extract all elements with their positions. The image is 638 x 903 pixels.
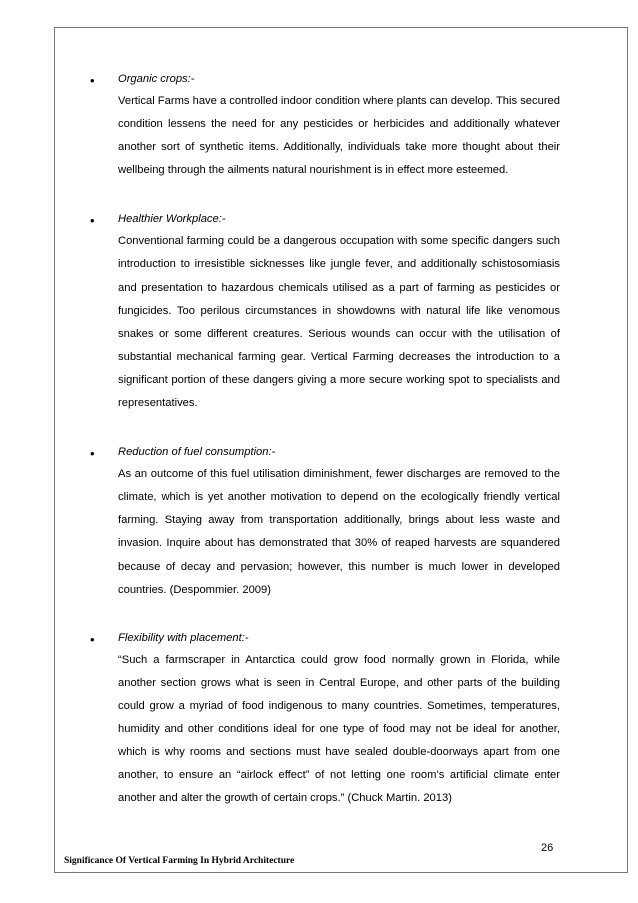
section-healthier-workplace xyxy=(90,210,560,415)
section-paragraph: As an outcome of this fuel utilisation diminishment, fewer discharges are removed to the climate, which is yet another motivation to depend on the ecologically friendly vertical farming. Staying away from transportation additionally, brings about less waste and invasion. Inquire about has demonstrated that 30% of reaped harvests are squandered because of decay and pervasion; however, this number is much lower in developed countries. (Despommier. 2009) xyxy=(118,468,560,596)
document-body xyxy=(90,70,560,835)
section-heading: Healthier Workplace:- xyxy=(118,213,226,226)
section-paragraph: “Such a farmscraper in Antarctica could grow food normally grown in Florida, while another section grows what is seen in Central Europe, and other parts of the building could grow a myriad of food indigenous to many countries. Sometimes, temperatures, humidity and other conditions ideal for one type of food may not be ideal for another, which is why rooms and sections must have sealed double-doorways apart from one another, to ensure an “airlock effect” of not letting one room’s artificial climate enter another and alter the growth of certain crops.” (Chuck Martin. 2013) xyxy=(118,653,560,805)
section-fuel-consumption xyxy=(90,443,560,602)
bullet-icon: • xyxy=(90,213,95,229)
section-organic-crops xyxy=(90,70,560,182)
bullet-icon: • xyxy=(90,73,95,88)
page-number: 26 xyxy=(541,842,554,854)
section-flexibility-placement xyxy=(90,629,560,811)
bullet-icon: • xyxy=(90,631,95,647)
section-heading: Flexibility with placement:- xyxy=(118,631,249,644)
footer-title: Significance Of Vertical Farming In Hybrid Architecture xyxy=(64,856,295,866)
section-heading: Reduction of fuel consumption:- xyxy=(118,446,276,459)
section-paragraph: Conventional farming could be a dangerous occupation with some specific dangers such introduction to irresistible sicknesses like jungle fever, and additionally schistosomiasis and presentation to hazardous chemicals utilised as a part of farming as pesticides or fungicides. Too perilous circumstances in showdowns with natural life like venomous snakes or some different creatures. Serious wounds can occur with the utilisation of substantial mechanical farming gear. Vertical Farming decreases the introduction to a significant portion of these dangers giving a more secure working spot to specialists and representatives. xyxy=(118,235,560,410)
section-paragraph: Vertical Farms have a controlled indoor condition where plants can develop. This secured condition lessens the need for any pesticides or herbicides and additionally whatever another sort of synthetic items. Additionally, individuals take more thought about their wellbeing through the ailments natural nourishment is in effect more esteemed. xyxy=(118,95,560,177)
bullet-icon: • xyxy=(90,446,95,462)
section-heading: Organic crops:- xyxy=(118,73,195,85)
